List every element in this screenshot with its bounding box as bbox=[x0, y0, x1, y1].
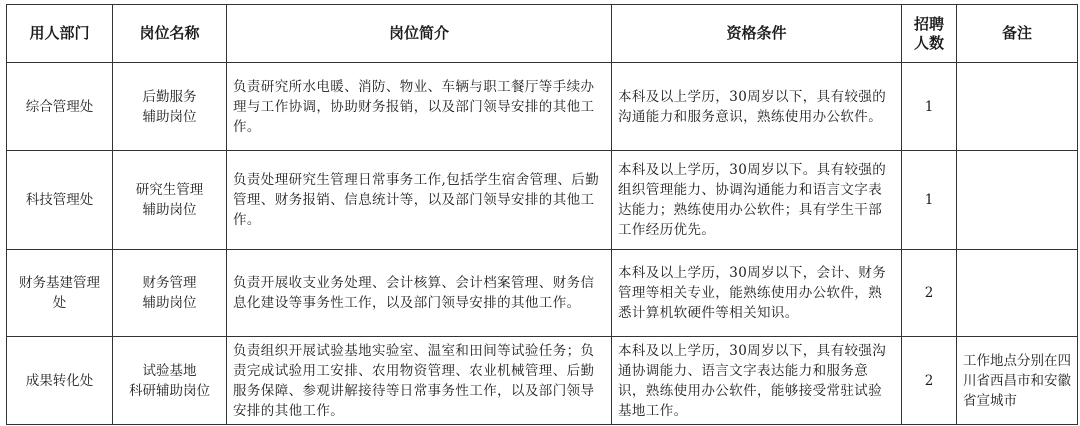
cell-position: 试验基地 科研辅助岗位 bbox=[113, 337, 227, 425]
header-position: 岗位名称 bbox=[113, 5, 227, 63]
cell-intro: 负责开展收支业务处理、会计核算、会计档案管理、财务信息化建设等事务性工作，以及部门领导安排的其他工作。 bbox=[227, 250, 612, 337]
cell-notes: 工作地点分别在四川省西昌市和安徽省宣城市 bbox=[957, 337, 1078, 425]
cell-dept: 成果转化处 bbox=[7, 337, 113, 425]
cell-dept: 科技管理处 bbox=[7, 151, 113, 250]
header-dept: 用人部门 bbox=[7, 5, 113, 63]
table-row bbox=[7, 337, 1078, 425]
cell-count: 2 bbox=[902, 337, 957, 425]
cell-dept: 财务基建管理处 bbox=[7, 250, 113, 337]
header-row bbox=[7, 5, 1078, 63]
cell-intro: 负责组织开展试验基地实验室、温室和田间等试验任务；负责完成试验用工安排、农用物资管理、农业机械管理、后勤服务保障、参观讲解接待等日常事务性工作，以及部门领导安排的其他工作。 bbox=[227, 337, 612, 425]
header-count: 招聘 人数 bbox=[902, 5, 957, 63]
recruitment-table bbox=[6, 4, 1078, 425]
cell-intro: 负责研究所水电暖、消防、物业、车辆与职工餐厅等手续办理与工作协调，协助财务报销，以及部门领导安排的其他工作。 bbox=[227, 63, 612, 151]
cell-position: 后勤服务 辅助岗位 bbox=[113, 63, 227, 151]
cell-count: 2 bbox=[902, 250, 957, 337]
cell-position: 财务管理 辅助岗位 bbox=[113, 250, 227, 337]
cell-dept: 综合管理处 bbox=[7, 63, 113, 151]
header-notes: 备注 bbox=[957, 5, 1078, 63]
cell-requirements: 本科及以上学历，30周岁以下。具有较强的组织管理能力、协调沟通能力和语言文字表达能力；熟练使用办公软件；具有学生干部工作经历优先。 bbox=[612, 151, 902, 250]
cell-notes bbox=[957, 151, 1078, 250]
cell-position: 研究生管理 辅助岗位 bbox=[113, 151, 227, 250]
cell-intro: 负责处理研究生管理日常事务工作,包括学生宿舍管理、后勤管理、财务报销、信息统计等，以及部门领导安排的其他工作。 bbox=[227, 151, 612, 250]
cell-count: 1 bbox=[902, 151, 957, 250]
cell-notes bbox=[957, 250, 1078, 337]
table-row bbox=[7, 63, 1078, 151]
table-row bbox=[7, 250, 1078, 337]
cell-count: 1 bbox=[902, 63, 957, 151]
cell-requirements: 本科及以上学历，30周岁以下，具有较强沟通协调能力、语言文字表达能力和服务意识，熟练使用办公软件，能够接受常驻试验基地工作。 bbox=[612, 337, 902, 425]
header-intro: 岗位简介 bbox=[227, 5, 612, 63]
table-row bbox=[7, 151, 1078, 250]
cell-notes bbox=[957, 63, 1078, 151]
cell-requirements: 本科及以上学历，30周岁以下，会计、财务管理等相关专业，能熟练使用办公软件，熟悉计算机软硬件等相关知识。 bbox=[612, 250, 902, 337]
header-requirements: 资格条件 bbox=[612, 5, 902, 63]
cell-requirements: 本科及以上学历，30周岁以下，具有较强的沟通能力和服务意识，熟练使用办公软件。 bbox=[612, 63, 902, 151]
